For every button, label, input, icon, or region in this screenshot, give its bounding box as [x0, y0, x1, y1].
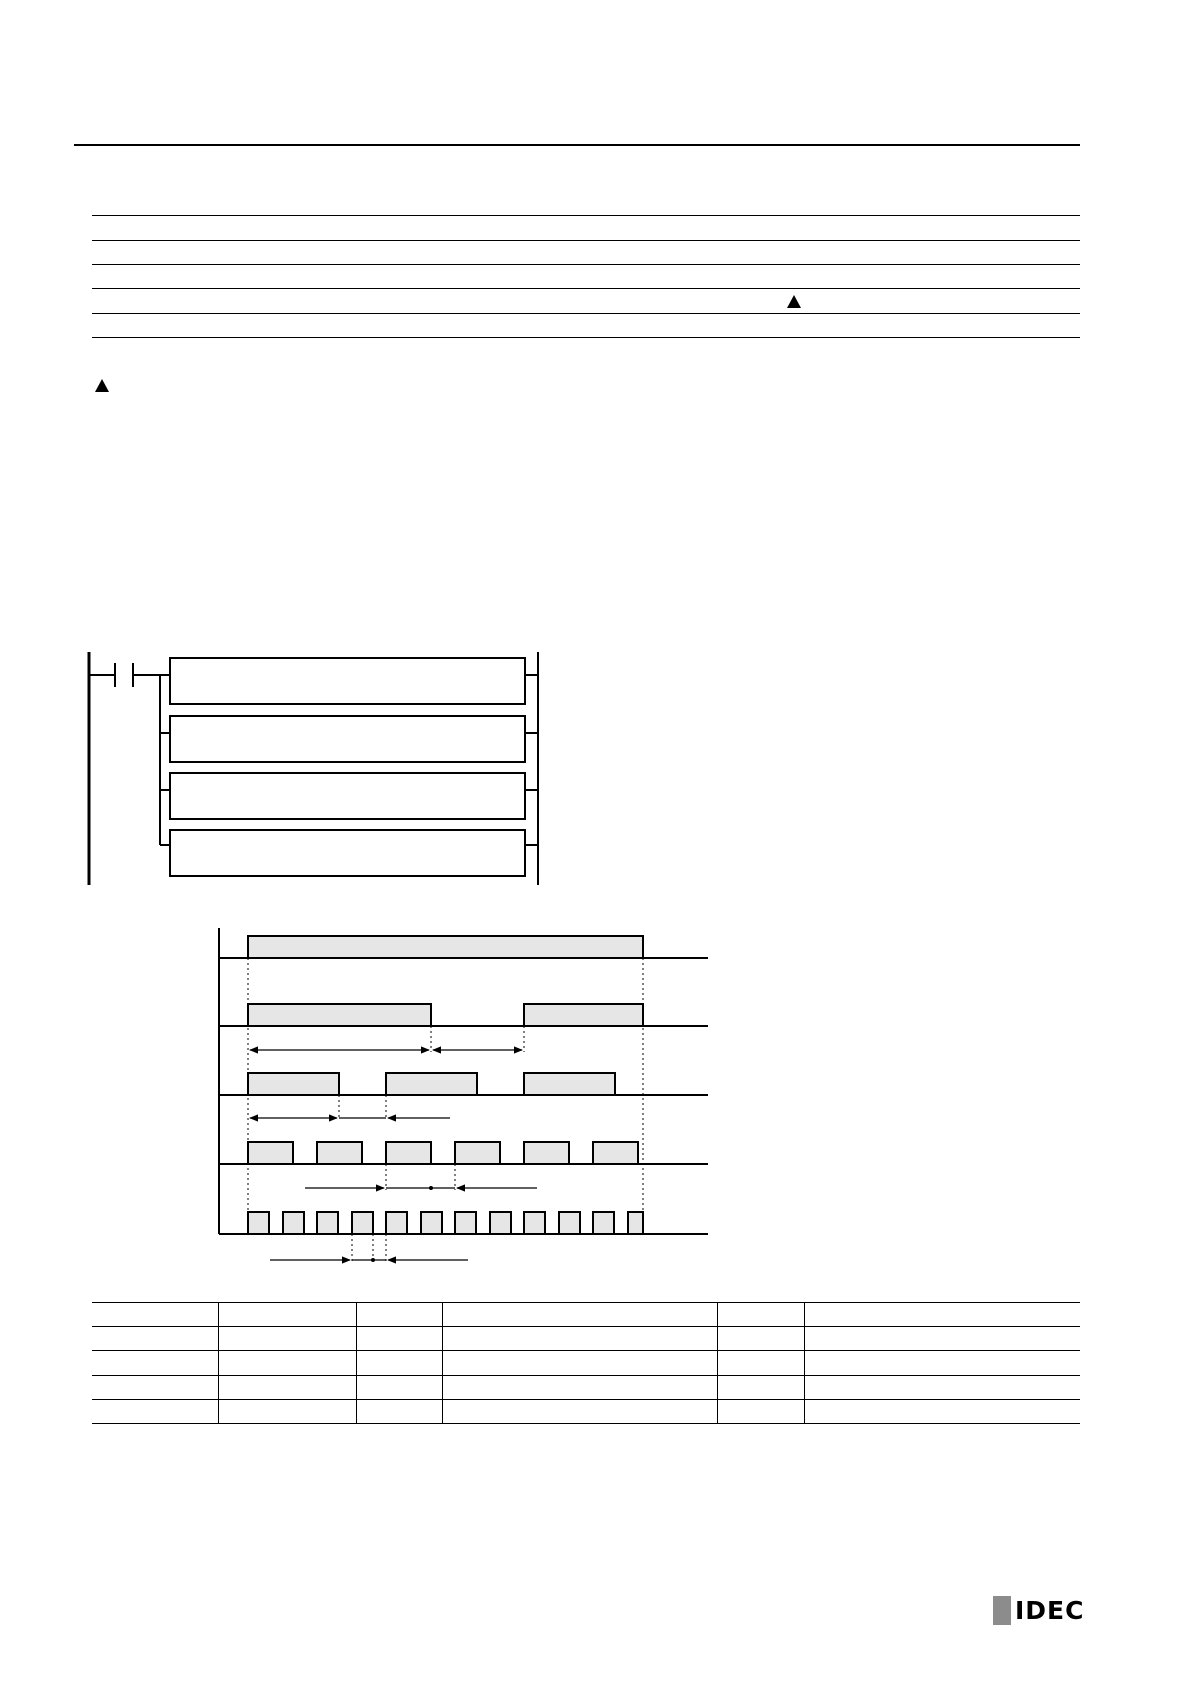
pulse — [352, 1212, 373, 1234]
pulse — [386, 1212, 407, 1234]
idec-logo — [993, 1596, 1084, 1625]
table-row-rule — [92, 1302, 1080, 1303]
table-row-rule — [92, 1375, 1080, 1376]
table-row-rule — [92, 1423, 1080, 1424]
pulse — [248, 1073, 339, 1095]
pulse — [628, 1212, 643, 1234]
pulse — [317, 1142, 362, 1164]
table-column-rule — [356, 1302, 357, 1424]
pulse — [248, 1212, 269, 1234]
pulse — [317, 1212, 338, 1234]
pulse — [386, 1073, 477, 1095]
table-row-rule — [92, 1350, 1080, 1351]
pulse — [455, 1142, 500, 1164]
logo-text: IDEC — [1015, 1596, 1085, 1625]
logo-bar — [993, 1596, 1011, 1625]
pulse — [524, 1073, 615, 1095]
pulse — [248, 936, 643, 958]
pulse — [559, 1212, 580, 1234]
pulse — [593, 1142, 638, 1164]
pulse — [455, 1212, 476, 1234]
table-row-rule — [92, 1326, 1080, 1327]
table-column-rule — [218, 1302, 219, 1424]
pulse — [283, 1212, 304, 1234]
pulse — [386, 1142, 431, 1164]
pulse — [524, 1212, 545, 1234]
pulse — [524, 1004, 643, 1026]
pulse — [490, 1212, 511, 1234]
table-row-rule — [92, 1399, 1080, 1400]
table-column-rule — [717, 1302, 718, 1424]
pulse — [593, 1212, 614, 1234]
pulse — [421, 1212, 442, 1234]
pulse — [248, 1142, 293, 1164]
pulse — [248, 1004, 431, 1026]
pulse — [524, 1142, 569, 1164]
dimension-dot — [371, 1258, 375, 1262]
table-column-rule — [442, 1302, 443, 1424]
table-column-rule — [804, 1302, 805, 1424]
dimension-dot — [429, 1186, 433, 1190]
